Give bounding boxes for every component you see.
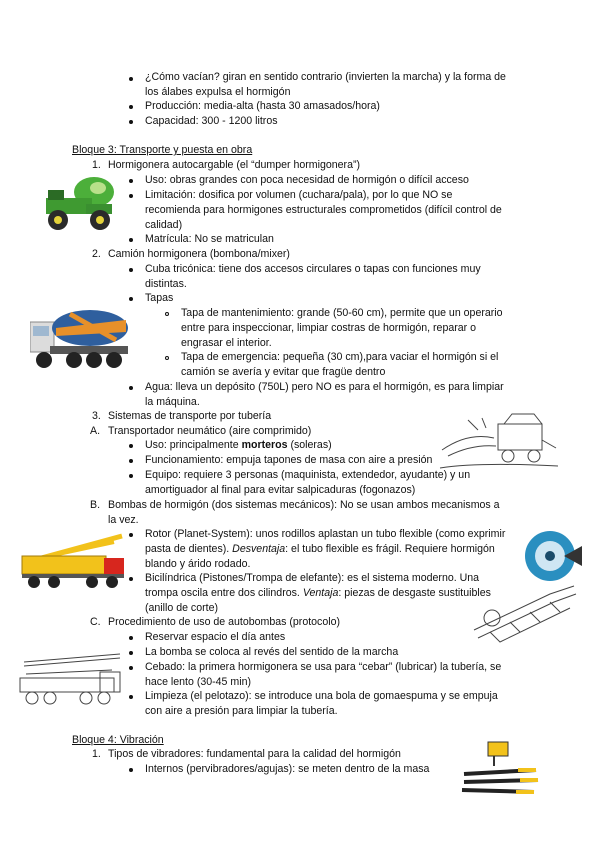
italic-text: Ventaja	[302, 587, 339, 599]
text-run: Uso: principalmente	[145, 439, 242, 451]
bold-text: morteros	[241, 439, 288, 451]
bullet	[129, 768, 133, 772]
pneumatic-conveyor-sketch	[438, 410, 562, 474]
bullet-text: amortiguador al final para evitar salpicaduras (fogonazos)	[145, 484, 416, 496]
bullet-text: distintas.	[145, 278, 187, 290]
text-run: : piezas de desgaste sustituibles	[338, 587, 491, 599]
bullet	[129, 194, 133, 198]
bullet	[129, 444, 133, 448]
bullet	[129, 474, 133, 478]
bullet-text: Uso: obras grandes con poca necesidad de hormigón o difícil acceso	[145, 174, 469, 186]
bullet	[129, 459, 133, 463]
list-item: Hormigonera autocargable (el “dumper hormigonera”)	[108, 159, 361, 171]
bullet	[129, 651, 133, 655]
bullet-text: Producción: media-alta (hasta 30 amasados/hora)	[145, 100, 380, 112]
twin-cylinder-pump-sketch	[470, 578, 578, 644]
sub-bullet-text: entre para inspeccionar, limpiar costras de hormigón, reparar o	[181, 322, 477, 334]
list-item: Camión hormigonera (bombona/mixer)	[108, 248, 290, 260]
bullet-text: Matrícula: No se matriculan	[145, 233, 274, 245]
concrete-pump-truck-image	[18, 532, 128, 590]
truck-pump-sketch	[16, 648, 128, 708]
bullet-text: Cebado: la primera hormigonera se usa para “cebar” (lubricar) la tubería, se	[145, 661, 502, 673]
list-item: Procedimiento de uso de autobombas (protocolo)	[108, 616, 341, 628]
sub-bullet-text: Tapa de emergencia: pequeña (30 cm),para vaciar el hormigón si el	[181, 351, 499, 363]
bullet	[129, 666, 133, 670]
bullet-text: los álabes expulsa el hormigón	[145, 86, 291, 98]
bullet-text: (anillo de corte)	[145, 602, 219, 614]
bullet-text: Agua: lleva un depósito (750L) pero NO es para el hormigón, es para limpiar	[145, 381, 504, 393]
bullet	[129, 77, 133, 81]
sub-bullet-text: camión se avería y evitar que fragüe dentro	[181, 366, 386, 378]
bullet	[129, 695, 133, 699]
list-item: Sistemas de transporte por tubería	[108, 410, 272, 422]
bullet-text: con aire a presión para limpiar la tubería.	[145, 705, 338, 717]
sub-bullet	[165, 356, 169, 360]
bullet	[129, 636, 133, 640]
bullet-text: Limpieza (el pelotazo): se introduce una bola de gomaespuma y se empuja	[145, 690, 498, 702]
list-number: 3.	[92, 410, 101, 422]
sub-bullet	[165, 312, 169, 316]
list-letter: B.	[90, 499, 101, 511]
mixer-truck-image	[30, 300, 130, 374]
text-run: : el tubo flexible es frágil. Requiere hormigón	[285, 543, 495, 555]
list-letter: C.	[90, 616, 101, 628]
bullet-text: la máquina.	[145, 396, 200, 408]
bullet-text: Cuba tricónica: tiene dos accesos circulares o tapas con funciones muy	[145, 263, 481, 275]
bullet	[129, 238, 133, 242]
poker-vibrator-image	[458, 740, 542, 804]
list-number: 1.	[92, 159, 101, 171]
list-item: Transportador neumático (aire comprimido)	[108, 425, 312, 437]
bullet-text: blando y árido rodado.	[145, 558, 251, 570]
list-letter: A.	[90, 425, 101, 437]
bullet-text: recomienda para hormigones estructurales comprometidos (difícil control de	[145, 204, 502, 216]
sub-bullet-text: Tapa de mantenimiento: grande (50-60 cm), permite que un operario	[181, 307, 503, 319]
bullet	[129, 105, 133, 109]
text-run: (soleras)	[287, 439, 332, 451]
list-number: 2.	[92, 248, 101, 260]
rotor-pump-image	[520, 526, 584, 584]
bullet	[129, 386, 133, 390]
bullet	[129, 533, 133, 537]
bullet-text: Rotor (Planet-System): unos rodillos aplastan un tubo flexible (como exprimir	[145, 528, 506, 540]
list-number: 1.	[92, 748, 101, 760]
bullet-text: La bomba se coloca al revés del sentido de la marcha	[145, 646, 399, 658]
bullet-text	[145, 543, 495, 556]
bullet	[129, 577, 133, 581]
section-heading: Bloque 4: Vibración	[72, 734, 164, 746]
section-heading: Bloque 3: Transporte y puesta en obra	[72, 144, 253, 156]
list-item: Bombas de hormigón (dos sistemas mecánicos): No se usan ambos mecanismos a	[108, 499, 500, 511]
bullet-text: Reservar espacio el día antes	[145, 631, 286, 643]
bullet-text	[145, 587, 491, 600]
list-item: la vez.	[108, 514, 139, 526]
bullet-text: hace lento (30-45 min)	[145, 676, 251, 688]
bullet-text: calidad)	[145, 219, 183, 231]
sub-bullet-text: engrasar el interior.	[181, 337, 272, 349]
bullet-text: Capacidad: 300 - 1200 litros	[145, 115, 278, 127]
bullet	[129, 120, 133, 124]
bullet-text: ¿Cómo vacían? giran en sentido contrario (invierten la marcha) y la forma de	[145, 71, 506, 83]
bullet-text: Equipo: requiere 3 personas (maquinista, extendedor, ayudante) y un	[145, 469, 471, 481]
bullet-text: Funcionamiento: empuja tapones de masa con aire a presión	[145, 454, 433, 466]
text-run: pasta de dientes).	[145, 543, 233, 555]
bullet-text: Limitación: dosifica por volumen (cuchara/pala), por lo que NO se	[145, 189, 453, 201]
text-run: trompa oscila entre dos cilindros.	[145, 587, 303, 599]
bullet	[129, 179, 133, 183]
bullet-text: Internos (pervibradores/agujas): se meten dentro de la masa	[145, 763, 430, 775]
bullet-text: Tapas	[145, 292, 174, 304]
list-item: Tipos de vibradores: fundamental para la calidad del hormigón	[108, 748, 401, 760]
bullet-text: Bicilíndrica (Pistones/Trompa de elefante): es el sistema moderno. Una	[145, 572, 480, 584]
bullet	[129, 268, 133, 272]
dumper-mixer-image	[38, 172, 122, 238]
italic-text: Desventaja	[232, 543, 286, 555]
bullet-text	[145, 439, 332, 452]
